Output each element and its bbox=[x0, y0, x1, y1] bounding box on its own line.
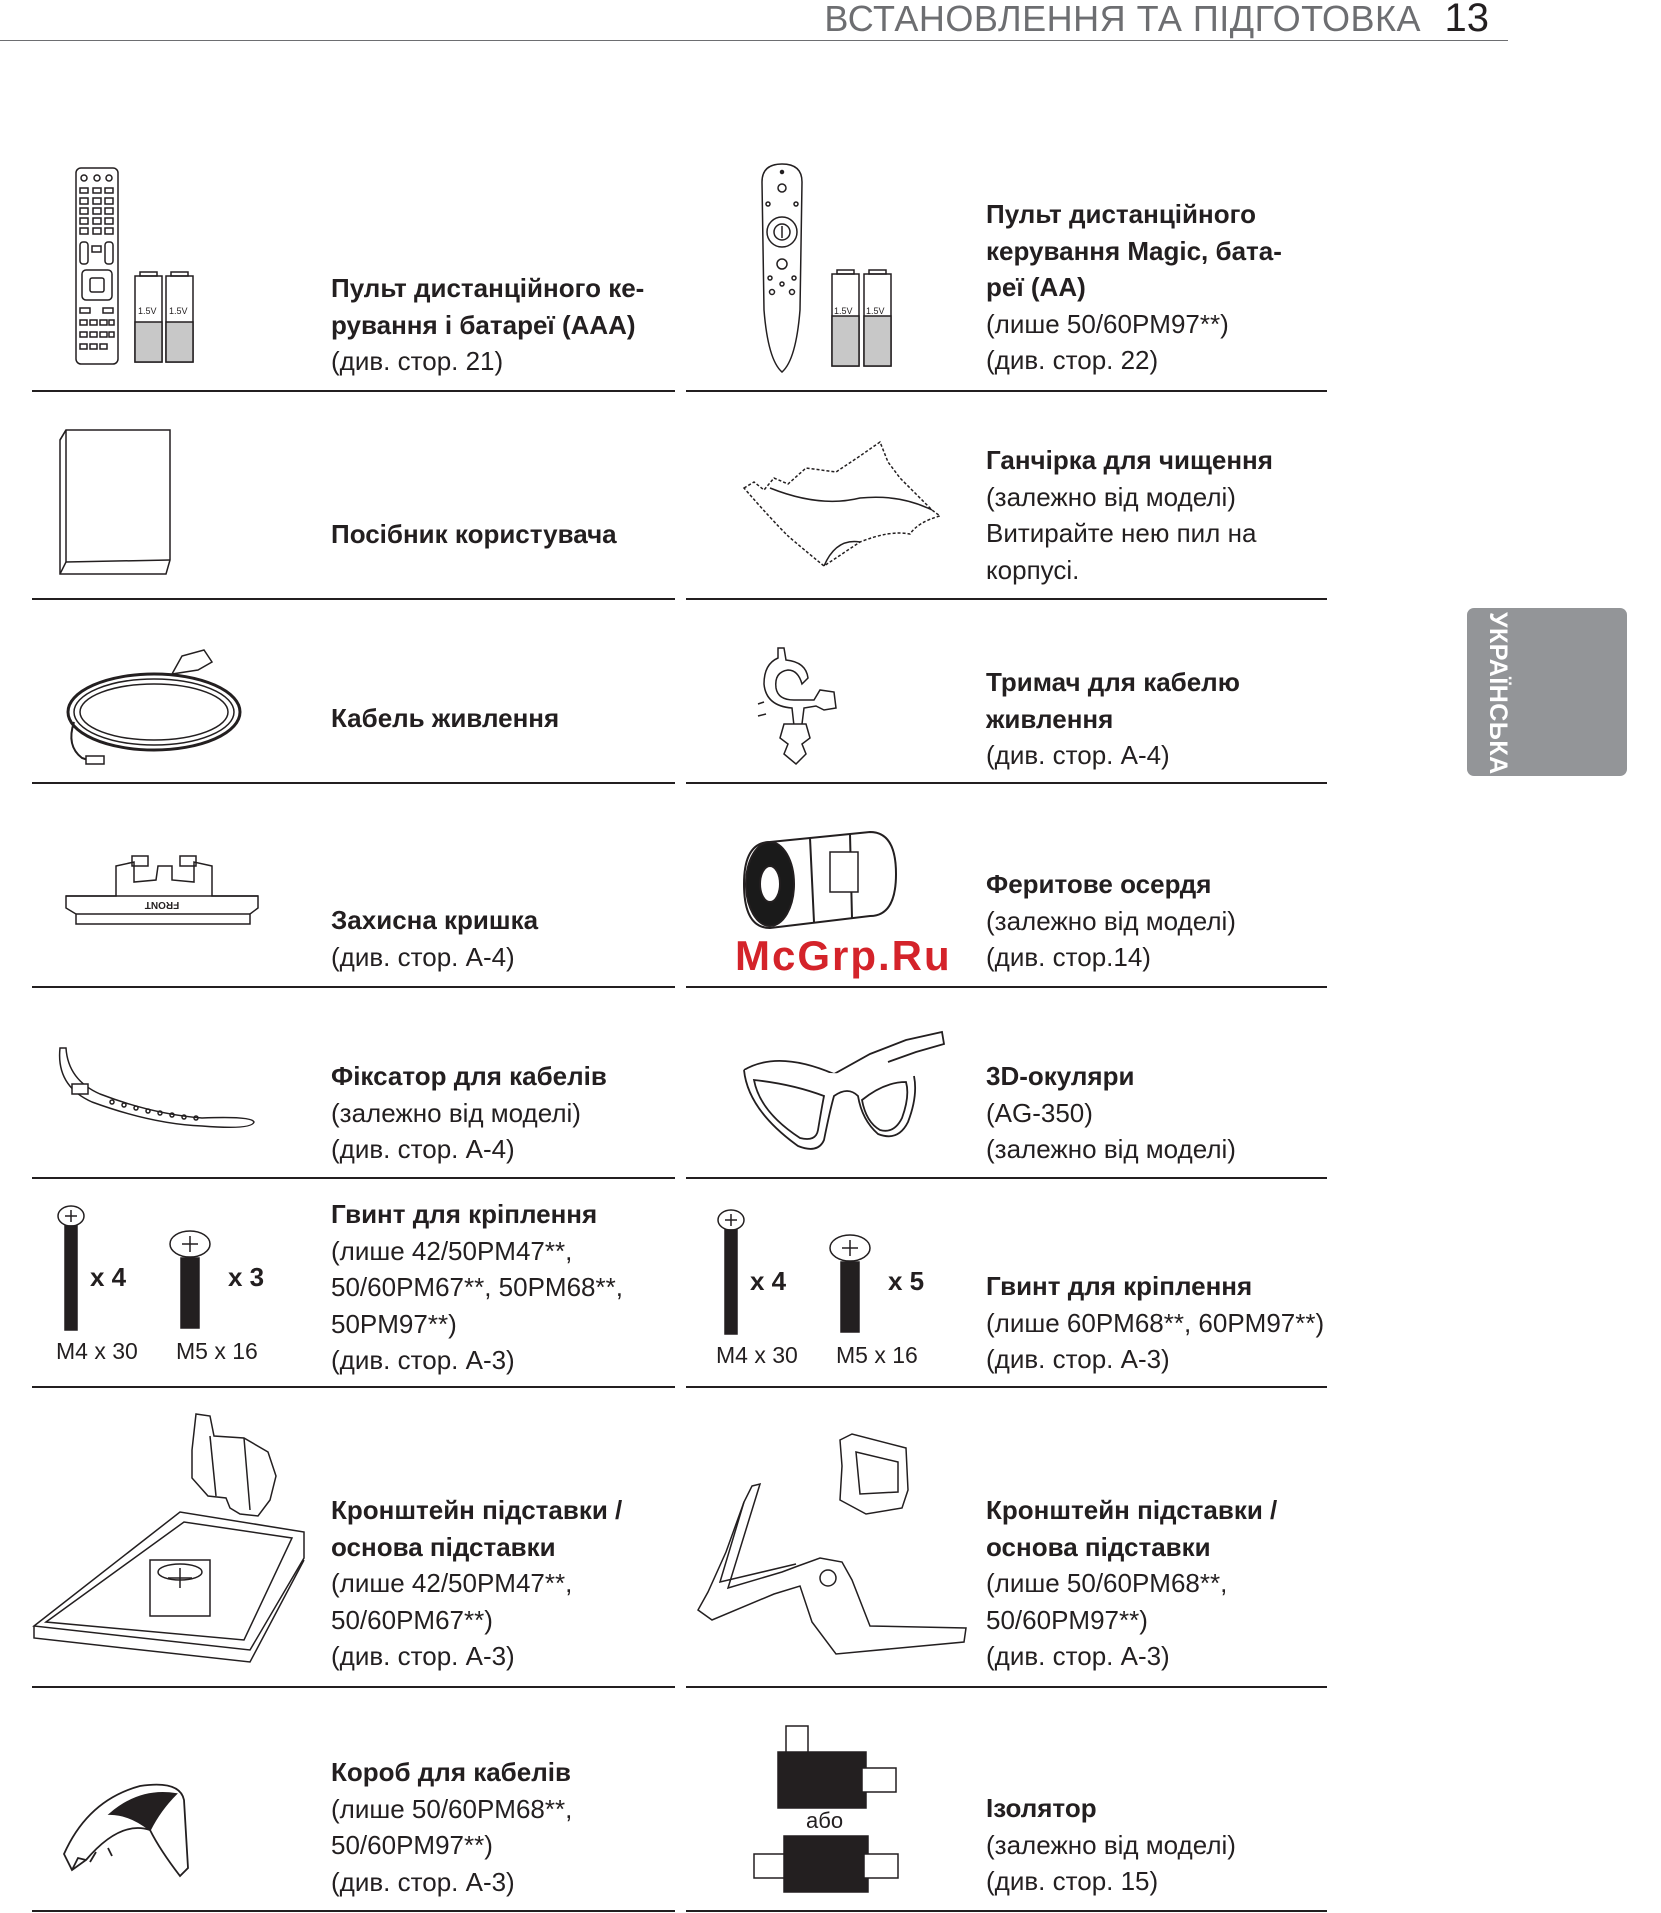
item-protection-cover: Захисна кришка (див. стор. A-4) bbox=[331, 905, 539, 972]
item-cleaning-cloth: Ганчірка для чищення (залежно від моделі) Витирайте нею пил на корпусі. bbox=[986, 445, 1273, 585]
screw-size-label: M4 x 30 bbox=[56, 1338, 138, 1364]
item-stand-a: Кронштейн підставки / основа підставки (лише 42/50PM47**, 50/60PM67**) (див. стор. A-3) bbox=[331, 1495, 623, 1671]
battery-voltage-label: 1.5V bbox=[866, 306, 885, 316]
ferrite-core-illustration bbox=[740, 828, 898, 946]
row-divider bbox=[686, 986, 1327, 988]
item-isolator: Ізолятор (залежно від моделі) (див. стор. 15) bbox=[986, 1793, 1236, 1896]
remote-control-illustration bbox=[74, 166, 198, 366]
row-divider bbox=[32, 782, 675, 784]
cable-management-illustration bbox=[60, 1780, 196, 1880]
item-remote-aaa: Пульт дистанційного ке- рування і батареї (AAA) (див. стор. 21) bbox=[331, 273, 645, 376]
watermark: McGrp.Ru bbox=[735, 932, 952, 979]
stand-bracket-illustration bbox=[690, 1432, 970, 1670]
screw-m4-illustration bbox=[716, 1208, 746, 1336]
screw-quantity: x 4 bbox=[750, 1266, 787, 1296]
screw-quantity: x 3 bbox=[228, 1262, 265, 1292]
item-stand-screws-a: Гвинт для кріплення (лише 42/50PM47**, 50/60PM67**, 50PM68**, 50PM97**) (див. стор. A-3) bbox=[331, 1199, 623, 1375]
item-3d-glasses: 3D-окуляри (AG-350) (залежно від моделі) bbox=[986, 1061, 1236, 1164]
row-divider bbox=[686, 598, 1327, 600]
section-title: ВСТАНОВЛЕННЯ ТА ПІДГОТОВКА bbox=[824, 0, 1421, 39]
item-power-cord: Кабель живлення bbox=[331, 703, 560, 733]
magic-remote-illustration bbox=[756, 160, 904, 376]
isolator-illustration bbox=[750, 1722, 906, 1882]
item-cable-tie: Фіксатор для кабелів (залежно від моделі) (див. стор. A-4) bbox=[331, 1061, 607, 1164]
header-rule bbox=[0, 40, 1508, 41]
row-divider bbox=[686, 390, 1327, 392]
item-owners-manual: Посібник користувача bbox=[331, 519, 617, 549]
3d-glasses-illustration bbox=[738, 1030, 948, 1154]
battery-voltage-label: 1.5V bbox=[834, 306, 853, 316]
screw-size-label: M4 x 30 bbox=[716, 1342, 798, 1368]
item-magic-remote: Пульт дистанційного керування Magic, бата- реї (AA) (лише 50/60PM97**) (див. стор. 22) bbox=[986, 199, 1282, 375]
item-ferrite-core: Феритове осердя (залежно від моделі) (див. стор.14) bbox=[986, 869, 1236, 972]
screw-m4-illustration bbox=[56, 1204, 86, 1332]
item-cable-holder: Тримач для кабелю живлення (див. стор. A-4) bbox=[986, 667, 1240, 770]
row-divider bbox=[686, 1177, 1327, 1179]
screw-quantity: x 4 bbox=[90, 1262, 127, 1292]
screw-quantity: x 5 bbox=[888, 1266, 925, 1296]
row-divider bbox=[32, 598, 675, 600]
row-divider bbox=[686, 1686, 1327, 1688]
protection-cover-illustration bbox=[62, 852, 260, 928]
front-label: FRONT bbox=[144, 899, 180, 910]
screw-m5-illustration bbox=[828, 1234, 872, 1334]
language-tab-label: УКРАЇНСЬКА bbox=[1484, 612, 1512, 775]
cable-tie-illustration bbox=[52, 1046, 258, 1138]
item-stand-b: Кронштейн підставки / основа підставки (лише 50/60PM68**, 50/60PM97**) (див. стор. A-3) bbox=[986, 1495, 1278, 1671]
screw-size-label: M5 x 16 bbox=[176, 1338, 258, 1364]
or-label: або bbox=[806, 1808, 844, 1833]
row-divider bbox=[32, 1177, 675, 1179]
battery-voltage-label: 1.5V bbox=[138, 306, 157, 316]
owners-manual-illustration bbox=[56, 428, 176, 578]
row-divider bbox=[686, 782, 1327, 784]
row-divider bbox=[32, 390, 675, 392]
row-divider bbox=[32, 1386, 675, 1388]
row-divider bbox=[686, 1386, 1327, 1388]
row-divider bbox=[32, 1910, 675, 1912]
item-cable-management: Короб для кабелів (лише 50/60PM68**, 50/60PM97**) (див. стор. A-3) bbox=[331, 1757, 573, 1897]
cleaning-cloth-illustration bbox=[740, 438, 946, 568]
row-divider bbox=[32, 1686, 675, 1688]
row-divider bbox=[32, 986, 675, 988]
battery-voltage-label: 1.5V bbox=[169, 306, 188, 316]
power-cord-illustration bbox=[62, 646, 246, 766]
item-stand-screws-b: Гвинт для кріплення (лише 60PM68**, 60PM97**) (див. стор. A-3) bbox=[986, 1271, 1325, 1374]
stand-base-illustration bbox=[30, 1410, 302, 1672]
row-divider bbox=[686, 1910, 1327, 1912]
screw-size-label: M5 x 16 bbox=[836, 1342, 918, 1368]
cable-holder-illustration bbox=[754, 644, 846, 768]
screw-m5-illustration bbox=[168, 1230, 212, 1330]
page-number: 13 bbox=[1444, 0, 1489, 40]
